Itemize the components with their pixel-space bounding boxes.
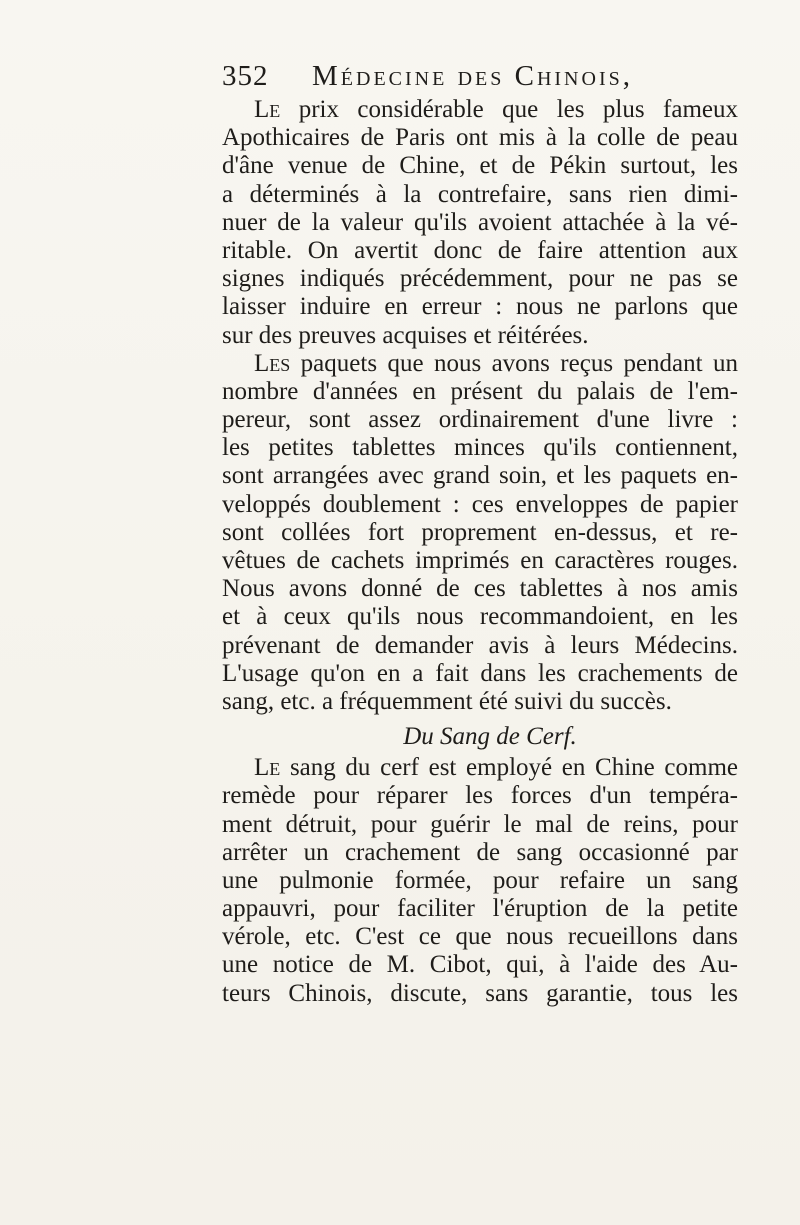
text-line: pereur, sont assez ordinairement d'une livre :: [222, 406, 738, 434]
text-line: remède pour réparer les forces d'un tempéra-: [222, 782, 738, 810]
text-line: appauvri, pour faciliter l'éruption de la petite: [222, 895, 738, 923]
text-line: a déterminés à la contrefaire, sans rien dimi-: [222, 180, 738, 208]
text-line: laisser induire en erreur : nous ne parlons que: [222, 293, 738, 321]
section-heading: Du Sang de Cerf.: [403, 723, 577, 751]
text-line: vérole, etc. C'est ce que nous recueillons dans: [222, 923, 738, 951]
drop-lead: Les: [254, 349, 291, 377]
paragraph: [222, 754, 738, 1008]
text-line: et à ceux qu'ils nous recommandoient, en les: [222, 603, 738, 631]
drop-lead: Le: [254, 754, 281, 782]
text-line: sont arrangées avec grand soin, et les paquets en-: [222, 462, 738, 490]
page-header: [222, 60, 742, 100]
text-line: Apothicaires de Paris ont mis à la colle de peau: [222, 124, 738, 152]
text-line: Le prix considérable que les plus fameux: [254, 96, 738, 123]
text-line: Les paquets que nous avons reçus pendant un: [254, 349, 738, 377]
text-line: veloppés doublement : ces enveloppes de papier: [222, 490, 738, 518]
paragraph: [222, 350, 738, 716]
text-line: les petites tablettes minces qu'ils contiennent,: [222, 434, 738, 462]
text-line: teurs Chinois, discute, sans garantie, tous les: [222, 979, 738, 1007]
running-title: Médecine des Chinois,: [312, 60, 633, 92]
text-line: nombre d'années en présent du palais de l'em-: [222, 377, 738, 405]
text-line: Nous avons donné de ces tablettes à nos amis: [222, 575, 738, 603]
text-line: signes indiqués précédemment, pour ne pas se: [222, 265, 738, 293]
body-text: [222, 96, 738, 1008]
text-line: arrêter un crachement de sang occasionné par: [222, 838, 738, 866]
text-line: ritable. On avertit donc de faire attention aux: [222, 236, 738, 264]
text-line: sont collées fort proprement en-dessus, et re-: [222, 518, 738, 546]
drop-lead: Le: [254, 96, 281, 123]
text-line: sur des preuves acquises et réitérées.: [222, 321, 589, 349]
paragraph: [222, 96, 738, 350]
text-line: nuer de la valeur qu'ils avoient attachée à la vé-: [222, 208, 738, 236]
text-line: une pulmonie formée, pour refaire un sang: [222, 866, 738, 894]
text-line: vêtues de cachets imprimés en caractères rouges.: [222, 547, 738, 574]
text-line: Le sang du cerf est employé en Chine comme: [254, 754, 738, 782]
text-line: d'âne venue de Chine, et de Pékin surtout, les: [222, 152, 738, 180]
page-number: 352: [222, 60, 269, 92]
text-line: ment détruit, pour guérir le mal de reins, pour: [222, 810, 738, 838]
text-line: sang, etc. a fréquemment été suivi du succès.: [222, 687, 672, 715]
text-line: prévenant de demander avis à leurs Médecins.: [222, 631, 738, 659]
text-line: L'usage qu'on en a fait dans les crachements de: [222, 659, 738, 687]
text-line: une notice de M. Cibot, qui, à l'aide des Au-: [222, 951, 738, 979]
